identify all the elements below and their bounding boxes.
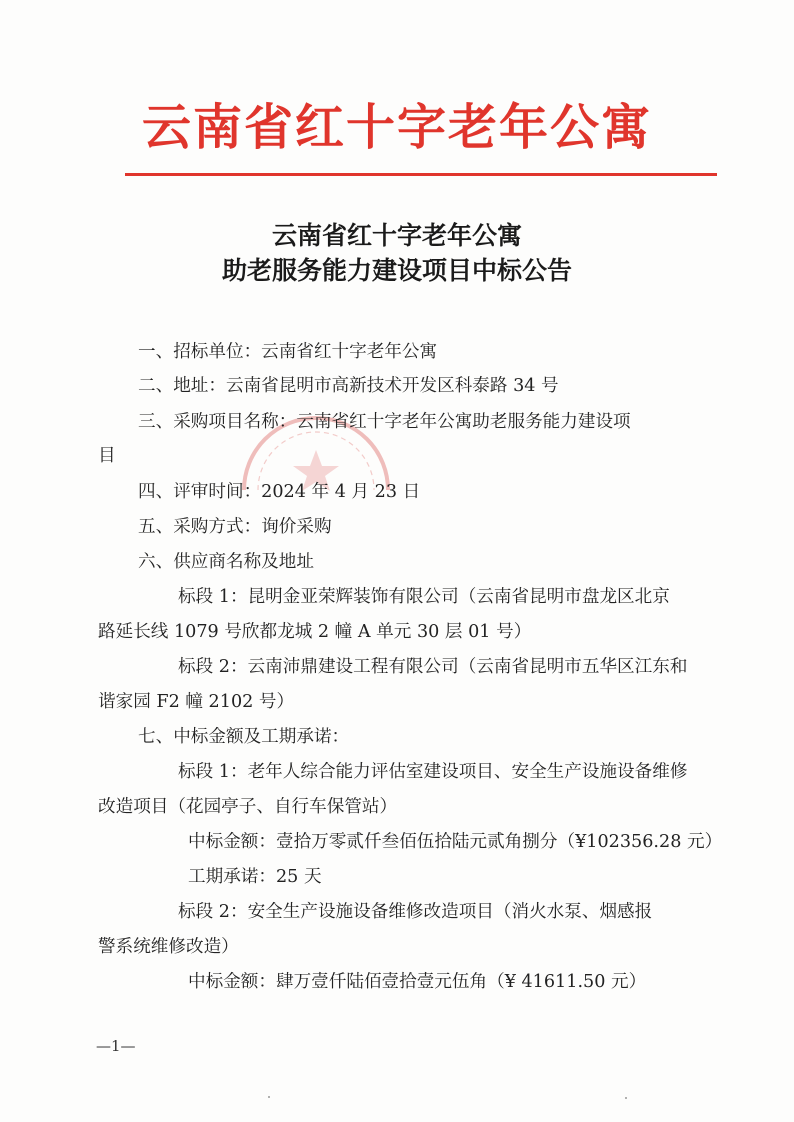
item-bidding-unit: 一、招标单位：云南省红十字老年公寓 bbox=[138, 342, 438, 362]
item-supplier-heading: 六、供应商名称及地址 bbox=[138, 552, 314, 572]
item-review-time: 四、评审时间：2024 年 4 月 23 日 bbox=[138, 482, 421, 502]
scan-speck bbox=[625, 1097, 627, 1099]
item-procurement-method: 五、采购方式：询价采购 bbox=[138, 517, 332, 537]
page-number: —1— bbox=[96, 1037, 136, 1055]
notice-title-line-1: 云南省红十字老年公寓 bbox=[271, 221, 522, 250]
award-lot-2-amount: 中标金额：肆万壹仟陆佰壹拾壹元伍角（¥ 41611.50 元） bbox=[188, 972, 647, 992]
award-lot-2: 标段 2：安全生产设施设备维修改造项目（消火水泵、烟感报 bbox=[178, 902, 653, 922]
supplier-lot-1: 标段 1：昆明金亚荣辉装饰有限公司（云南省昆明市盘龙区北京 bbox=[178, 587, 670, 607]
supplier-lot-1-continued: 路延长线 1079 号欣都龙城 2 幢 A 单元 30 层 01 号） bbox=[98, 622, 532, 642]
letterhead-red-rule bbox=[125, 173, 717, 176]
award-lot-1-duration: 工期承诺：25 天 bbox=[188, 867, 322, 887]
item-project-name: 三、采购项目名称：云南省红十字老年公寓助老服务能力建设项 bbox=[138, 412, 631, 432]
award-lot-1-amount: 中标金额：壹拾万零贰仟叁佰伍拾陆元贰角捌分（¥102356.28 元） bbox=[188, 832, 723, 852]
award-lot-1-continued: 改造项目（花园亭子、自行车保管站） bbox=[98, 797, 398, 817]
letterhead-title: 云南省红十字老年公寓 bbox=[141, 98, 652, 156]
award-lot-1: 标段 1：老年人综合能力评估室建设项目、安全生产设施设备维修 bbox=[178, 762, 688, 782]
item-address: 二、地址：云南省昆明市高新技术开发区科泰路 34 号 bbox=[138, 376, 559, 396]
item-project-name-continued: 目 bbox=[98, 446, 116, 466]
supplier-lot-2-continued: 谐家园 F2 幢 2102 号） bbox=[98, 692, 295, 712]
organization-seal-icon bbox=[236, 392, 396, 492]
supplier-lot-2: 标段 2：云南沛鼎建设工程有限公司（云南省昆明市五华区江东和 bbox=[178, 657, 688, 677]
award-lot-2-continued: 警系统维修改造） bbox=[98, 937, 239, 957]
item-award-heading: 七、中标金额及工期承诺： bbox=[138, 727, 350, 747]
notice-title-line-2: 助老服务能力建设项目中标公告 bbox=[221, 256, 572, 285]
scan-speck bbox=[268, 1096, 270, 1098]
